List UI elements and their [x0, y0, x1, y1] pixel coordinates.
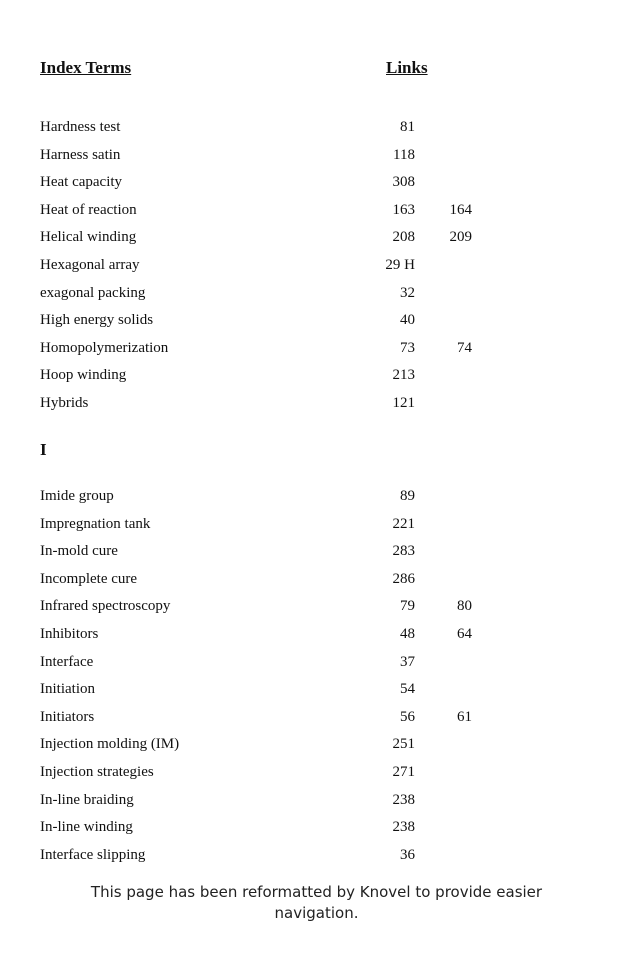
page-link[interactable]: 208 [392, 229, 415, 246]
page-link[interactable]: 308 [392, 174, 415, 191]
index-entry-row [0, 787, 633, 815]
page-link[interactable]: 118 [393, 146, 415, 163]
index-entry-row [0, 649, 633, 677]
knovel-footer-note [0, 882, 633, 924]
index-term: Homopolymerization [40, 339, 169, 356]
index-term: Hardness test [40, 119, 121, 135]
index-term: Hoop winding [40, 367, 127, 384]
index-entry-row [0, 704, 633, 732]
page-link[interactable]: 283 [392, 543, 415, 560]
index-entry-row [0, 280, 633, 308]
page-link[interactable]: 40 [400, 312, 415, 329]
index-term: In-line braiding [40, 791, 134, 808]
index-term: High energy solids [40, 312, 154, 329]
index-term: In-line winding [40, 819, 133, 836]
footer-line-2: navigation. [274, 904, 359, 922]
page-link[interactable]: 74 [457, 339, 472, 356]
page-link[interactable]: 163 [392, 201, 415, 218]
index-entry-row [0, 566, 633, 594]
index-entry-row [0, 814, 633, 842]
index-entry-row [0, 759, 633, 787]
index-term: In-mold cure [40, 543, 118, 560]
page-link[interactable]: 37 [400, 653, 415, 670]
page-link[interactable]: 54 [400, 681, 415, 698]
page-link[interactable]: 32 [400, 284, 415, 301]
page-link[interactable]: 81 [400, 119, 415, 135]
index-entry-row [0, 362, 633, 390]
index-entry-row [0, 538, 633, 566]
page-link[interactable]: 73 [400, 339, 415, 356]
index-entry-row [0, 731, 633, 759]
index-entry-row [0, 307, 633, 335]
page-link[interactable]: 36 [400, 846, 415, 863]
page-link[interactable]: 64 [457, 625, 472, 642]
index-term: Incomplete cure [40, 570, 138, 587]
page-link[interactable]: 238 [392, 819, 415, 836]
index-entry-row [0, 621, 633, 649]
index-term: Injection strategies [40, 763, 154, 780]
index-entry-row [0, 390, 633, 418]
letter-heading-i: I [40, 440, 47, 459]
index-entry-row [0, 676, 633, 704]
index-entry-row [0, 252, 633, 280]
index-entry-row [0, 335, 633, 363]
page-link[interactable]: 29 H [385, 256, 415, 273]
footer-line-1: This page has been reformatted by Knovel to provide easier [90, 883, 543, 901]
index-term: Heat capacity [40, 174, 123, 191]
page-link[interactable]: 56 [400, 708, 415, 725]
page-link[interactable]: 121 [392, 394, 415, 411]
index-term: Initiation [40, 681, 95, 698]
index-term: Helical winding [40, 229, 137, 246]
page-link[interactable]: 164 [449, 201, 472, 218]
index-term: exagonal packing [40, 284, 146, 301]
index-term: Infrared spectroscopy [40, 598, 171, 615]
index-term: Interface [40, 653, 94, 670]
index-term: Initiators [40, 708, 95, 725]
index-entry-row [0, 593, 633, 621]
index-term: Imide group [40, 488, 114, 504]
index-entry-row [0, 142, 633, 170]
index-entry-row [0, 169, 633, 197]
index-term: Hybrids [40, 394, 89, 411]
index-term: Hexagonal array [40, 256, 140, 273]
page-link[interactable]: 79 [400, 598, 415, 615]
index-entry-row [0, 842, 633, 870]
links-heading: Links [386, 58, 428, 77]
index-term: Inhibitors [40, 625, 99, 642]
page-link[interactable]: 251 [392, 736, 415, 753]
index-term: Heat of reaction [40, 201, 137, 218]
index-header [0, 58, 633, 80]
page-link[interactable]: 80 [457, 598, 472, 615]
index-term: Interface slipping [40, 846, 146, 863]
page-link[interactable]: 48 [400, 625, 415, 642]
index-section-i [0, 483, 633, 869]
index-term: Harness satin [40, 146, 121, 163]
page-link[interactable]: 213 [392, 367, 415, 384]
index-entry-row [0, 224, 633, 252]
index-entry-row [0, 114, 633, 142]
page-link[interactable]: 221 [392, 515, 415, 532]
page-link[interactable]: 209 [449, 229, 472, 246]
index-term: Injection molding (IM) [40, 736, 180, 753]
page-link[interactable]: 286 [392, 570, 415, 587]
index-entry-row [0, 511, 633, 539]
page-link[interactable]: 89 [400, 488, 415, 504]
index-entry-row [0, 197, 633, 225]
page-link[interactable]: 238 [392, 791, 415, 808]
index-section-h [0, 114, 633, 418]
page-link[interactable]: 61 [457, 708, 472, 725]
page-link[interactable]: 271 [392, 763, 415, 780]
index-term: Impregnation tank [40, 515, 151, 532]
index-terms-heading: Index Terms [40, 58, 132, 77]
index-entry-row [0, 483, 633, 511]
